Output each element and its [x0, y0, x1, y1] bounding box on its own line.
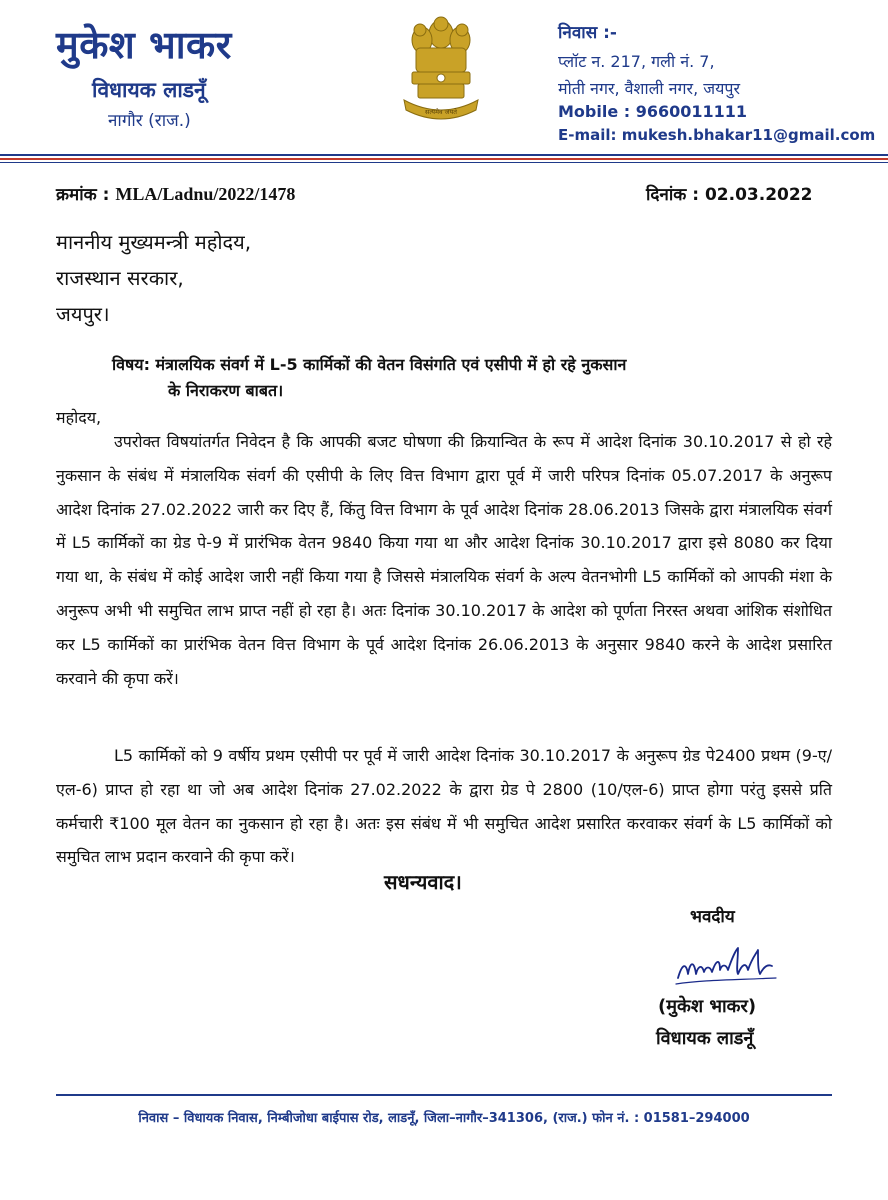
subject: [112, 352, 832, 404]
residence-line2: मोती नगर, वैशाली नगर, जयपुर: [558, 79, 741, 98]
email-address: E-mail: mukesh.bhakar11@gmail.com: [558, 126, 876, 144]
letterhead-name: मुकेश भाकर: [56, 23, 232, 67]
residence-line1: प्लॉट न. 217, गली नं. 7,: [558, 52, 715, 71]
mobile-number: Mobile : 9660011111: [558, 102, 748, 121]
body-paragraph-2: L5 कार्मिकों को 9 वर्षीय प्रथम एसीपी पर पूर्व में जारी आदेश दिनांक 30.10.2017 के अनुरूप ग्रेड पे2400 प्रथम (9-ए/एल-6) प्राप्त हो रहा था जो अब आदेश दिनांक 27.02.2022 के द्वारा ग्रेड पे 2800 (10/एल-6) प्राप्त होगा परंतु इससे प्रति कर्मचारी ₹100 मूल वेतन का नुकसान हो रहा है। अतः इस संबंध में भी समुचित आदेश प्रसारित करवाकर संवर्ग के L5 कार्मिकों को समुचित लाभ प्रदान करवाने की कृपा करें।: [56, 746, 832, 867]
body-paragraph-1: उपरोक्त विषयांतर्गत निवेदन है कि आपकी बजट घोषणा की क्रियान्वित के रूप में आदेश दिनांक 30.10.2017 से हो रहे नुकसान के संबंध में मंत्रालयिक संवर्ग की एसीपी के लिए वित्त विभाग द्वारा पूर्व में जारी परिपत्र दिनांक 05.07.2017 के अनुरूप आदेश दिनांक 27.02.2022 जारी कर दिए हैं, किंतु वित्त विभाग के पूर्व आदेश दिनांक 28.06.2013 जिसके द्वारा मंत्रालयिक संवर्ग में L5 कार्मिकों का ग्रेड पे-9 में प्रारंभिक वेतन 9840 किया गया था और आदेश दिनांक 30.10.2017 द्वारा इसे 8080 कर दिया गया था, के संबंध में कोई आदेश जारी नहीं किया गया है जिससे मंत्रालयिक संवर्ग के अल्प वेतनभोगी L5 कार्मिकों को आपकी मंशा के अनुरूप अभी भी समुचित लाभ प्राप्त नहीं हो रहा है। अतः दिनांक 30.10.2017 के आदेश को पूर्णता निरस्त अथवा आंशिक संशोधित कर L5 कार्मिकों का प्रारंभिक वेतन वित्त विभाग के पूर्व आदेश दिनांक 26.06.2013 के अनुसार 9840 करने के आदेश प्रसारित करवाने की कृपा करें।: [56, 432, 833, 688]
reference-label: क्रमांक :: [56, 185, 110, 205]
letterhead-district: नागौर (राज.): [108, 111, 191, 131]
residence-heading: निवास :-: [558, 23, 617, 43]
header-divider-bottom: [0, 162, 888, 163]
emblem-motto: सत्यमेव जयते: [425, 108, 457, 116]
date-label: दिनांक :: [646, 185, 700, 205]
signatory-name: (मुकेश भाकर): [658, 996, 757, 1017]
national-emblem-icon: [396, 8, 486, 126]
signatory-designation: विधायक लाडनूँ: [656, 1028, 754, 1049]
addressee-line3: जयपुर।: [56, 302, 110, 326]
letterhead-designation: विधायक लाडनूँ: [92, 78, 206, 102]
yours-faithfully: भवदीय: [690, 907, 735, 927]
header-divider-middle: [0, 158, 888, 160]
reference-number: [56, 182, 295, 205]
header-divider-top: [0, 154, 888, 156]
reference-value: MLA/Ladnu/2022/1478: [115, 184, 296, 204]
letter-date: [646, 182, 813, 205]
addressee-line2: राजस्थान सरकार,: [56, 266, 184, 290]
addressee-line1: माननीय मुख्यमन्त्री महोदय,: [56, 230, 252, 254]
footer-divider: [56, 1094, 832, 1096]
subject-line1: विषय: मंत्रालयिक संवर्ग में L-5 कार्मिकों की वेतन विसंगति एवं एसीपी में हो रहे नुकसान: [112, 355, 627, 374]
date-value: 02.03.2022: [704, 185, 813, 205]
thanks-text: सधन्यवाद।: [384, 870, 462, 894]
salutation: महोदय,: [56, 408, 102, 427]
handwritten-signature-icon: [672, 940, 782, 990]
subject-line2: के निराकरण बाबत।: [168, 381, 284, 400]
footer-address: निवास – विधायक निवास, निम्बीजोधा बाईपास रोड, लाडनूँ, जिला–नागौर–341306, (राज.) फोन नं. : 01581–294000: [138, 1111, 750, 1126]
